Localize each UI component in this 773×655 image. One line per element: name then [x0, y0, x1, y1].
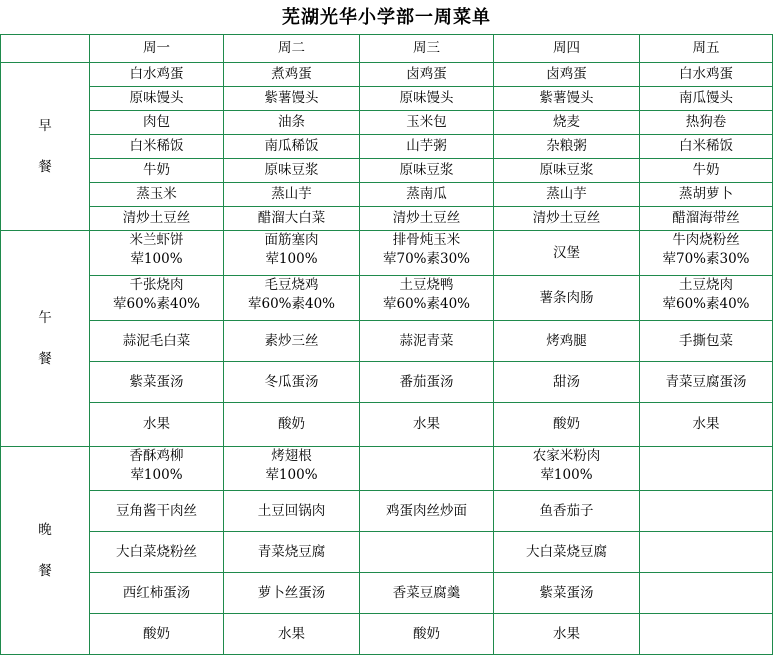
dish-cell [494, 111, 640, 135]
dish-cell [360, 532, 494, 573]
dish-cell [640, 321, 773, 362]
dish-cell [640, 532, 773, 573]
dish-cell [640, 63, 773, 87]
dish-cell [494, 159, 640, 183]
dish-name: 千张烧肉 [129, 277, 184, 293]
dish-row [1, 183, 773, 207]
dish-cell [224, 276, 360, 321]
dish-name: 原味豆浆 [264, 162, 319, 178]
dish-cell [90, 362, 224, 403]
dish-cell [494, 362, 640, 403]
dish-cell [224, 614, 360, 655]
day-header: 周一 [90, 35, 224, 63]
dish-name: 清炒土豆丝 [392, 210, 461, 226]
dish-cell [224, 159, 360, 183]
dish-name: 香菜豆腐羹 [392, 584, 461, 601]
dish-cell [360, 614, 494, 655]
day-header: 周五 [640, 35, 773, 63]
dish-cell [640, 447, 773, 491]
dish-cell [224, 491, 360, 532]
meat-veg-ratio: 荤70%素30% [662, 251, 750, 267]
dish-row [1, 321, 773, 362]
dish-cell [90, 321, 224, 362]
dish-name: 烧麦 [553, 114, 580, 130]
dish-cell [360, 403, 494, 447]
dish-cell [640, 87, 773, 111]
dish-name: 酸奶 [278, 416, 305, 432]
menu-table [0, 34, 773, 655]
corner-cell [1, 35, 90, 63]
meal-label-char: 餐 [38, 350, 52, 367]
dish-name: 蒜泥毛白菜 [122, 332, 191, 349]
dish-name: 薯条肉肠 [539, 289, 594, 306]
dish-cell [90, 614, 224, 655]
dish-name: 土豆烧肉 [679, 277, 733, 293]
dish-name: 酸奶 [143, 625, 170, 642]
dish-name: 水果 [143, 416, 170, 432]
dish-name: 甜汤 [553, 373, 580, 390]
meat-veg-ratio: 荤60%素40% [247, 296, 335, 312]
dish-name: 香酥鸡柳 [129, 448, 184, 464]
dish-cell [224, 135, 360, 159]
dish-cell [494, 403, 640, 447]
dish-row [1, 159, 773, 183]
dish-cell [360, 491, 494, 532]
dish-row [1, 573, 773, 614]
dish-cell [640, 207, 773, 231]
dish-cell [494, 447, 640, 491]
dish-name: 毛豆烧鸡 [264, 277, 319, 293]
dish-cell [360, 447, 494, 491]
dish-name: 原味馒头 [129, 90, 184, 106]
dish-name: 原味豆浆 [539, 162, 594, 178]
dish-name: 排骨炖玉米 [392, 232, 461, 248]
dish-name: 米兰虾饼 [129, 232, 184, 248]
dish-name: 卤鸡蛋 [546, 66, 587, 82]
dish-name: 白水鸡蛋 [679, 66, 733, 82]
dish-name: 青菜豆腐蛋汤 [665, 373, 747, 390]
meal-label-char: 餐 [38, 562, 52, 579]
dish-cell [90, 447, 224, 491]
meat-veg-ratio: 荤70%素30% [382, 251, 470, 267]
dish-name: 水果 [278, 625, 305, 642]
day-header: 周三 [360, 35, 494, 63]
dish-name: 蒸玉米 [136, 186, 177, 202]
dish-name: 原味馒头 [399, 90, 454, 106]
dish-name: 鱼香茄子 [539, 502, 594, 519]
dish-cell [224, 532, 360, 573]
dish-cell [640, 403, 773, 447]
dish-name: 玉米包 [406, 114, 447, 130]
dish-cell [224, 447, 360, 491]
dish-name: 汉堡 [553, 244, 580, 261]
dish-cell [640, 135, 773, 159]
dish-name: 肉包 [143, 114, 170, 130]
dish-row [1, 362, 773, 403]
meal-label [1, 63, 90, 231]
dish-name: 素炒三丝 [264, 332, 319, 349]
dish-name: 牛肉烧粉丝 [672, 232, 740, 248]
dish-row [1, 135, 773, 159]
dish-cell [90, 87, 224, 111]
dish-cell [360, 231, 494, 276]
dish-name: 烤翅根 [271, 448, 312, 464]
dish-cell [224, 231, 360, 276]
dish-cell [360, 321, 494, 362]
dish-name: 蒸胡萝卜 [679, 186, 733, 202]
dish-name: 土豆回锅肉 [257, 502, 326, 519]
dish-name: 杂粮粥 [546, 138, 587, 154]
dish-cell [360, 63, 494, 87]
dish-name: 蒸山芋 [271, 186, 312, 202]
meat-veg-ratio: 荤100% [540, 467, 593, 483]
dish-name: 白米稀饭 [129, 138, 184, 154]
dish-name: 卤鸡蛋 [406, 66, 447, 82]
dish-row [1, 63, 773, 87]
dish-name: 清炒土豆丝 [532, 210, 601, 226]
dish-cell [494, 614, 640, 655]
dish-name: 蒸南瓜 [406, 186, 447, 202]
dish-row [1, 111, 773, 135]
dish-name: 酸奶 [553, 416, 580, 432]
day-header: 周四 [494, 35, 640, 63]
dish-cell [640, 183, 773, 207]
meal-label-char: 晚 [38, 521, 52, 538]
dish-name: 番茄蛋汤 [399, 373, 454, 390]
dish-cell [224, 403, 360, 447]
meat-veg-ratio: 荤60%素40% [112, 296, 200, 312]
dish-cell [90, 159, 224, 183]
dish-cell [90, 135, 224, 159]
dish-cell [640, 111, 773, 135]
dish-name: 土豆烧鸭 [399, 277, 454, 293]
dish-name: 白米稀饭 [679, 138, 733, 154]
dish-name: 面筋塞肉 [264, 232, 319, 248]
dish-name: 冬瓜蛋汤 [264, 373, 319, 390]
dish-cell [224, 111, 360, 135]
dish-name: 热狗卷 [685, 114, 727, 130]
dish-name: 醋溜大白菜 [257, 210, 326, 226]
dish-name: 水果 [692, 416, 720, 432]
meal-label-char: 午 [38, 309, 52, 326]
dish-name: 烤鸡腿 [546, 332, 587, 349]
dish-cell [224, 63, 360, 87]
dish-name: 牛奶 [692, 162, 720, 178]
dish-cell [90, 63, 224, 87]
dish-name: 紫菜蛋汤 [539, 584, 594, 601]
dish-name: 煮鸡蛋 [271, 66, 312, 82]
dish-cell [640, 362, 773, 403]
dish-row [1, 491, 773, 532]
meat-veg-ratio: 荤100% [265, 467, 318, 483]
meal-label [1, 447, 90, 655]
dish-name: 蒜泥青菜 [399, 332, 454, 349]
dish-cell [360, 183, 494, 207]
dish-name: 油条 [278, 114, 305, 130]
dish-cell [224, 207, 360, 231]
dish-name: 南瓜稀饭 [264, 138, 319, 154]
dish-name: 农家米粉肉 [532, 448, 601, 464]
dish-cell [90, 491, 224, 532]
dish-name: 蒸山芋 [546, 186, 587, 202]
dish-cell [640, 491, 773, 532]
dish-name: 牛奶 [143, 162, 170, 178]
dish-cell [90, 573, 224, 614]
dish-cell [360, 573, 494, 614]
dish-name: 水果 [553, 625, 580, 642]
meat-veg-ratio: 荤100% [130, 467, 183, 483]
dish-cell [494, 321, 640, 362]
menu-title: 芜湖光华小学部一周菜单 [282, 7, 491, 28]
dish-cell [360, 207, 494, 231]
dish-row [1, 276, 773, 321]
meal-label [1, 231, 90, 447]
dish-cell [360, 276, 494, 321]
dish-cell [90, 231, 224, 276]
dish-cell [90, 183, 224, 207]
dish-name: 南瓜馒头 [679, 90, 733, 106]
dish-cell [494, 87, 640, 111]
dish-cell [640, 573, 773, 614]
dish-row [1, 207, 773, 231]
dish-cell [494, 135, 640, 159]
dish-row [1, 403, 773, 447]
dish-name: 豆角酱干肉丝 [116, 502, 197, 519]
dish-cell [224, 183, 360, 207]
dish-cell [224, 321, 360, 362]
dish-name: 大白菜烧粉丝 [116, 543, 197, 560]
dish-cell [90, 532, 224, 573]
dish-cell [224, 87, 360, 111]
dish-name: 醋溜海带丝 [672, 210, 740, 226]
meal-label-char: 餐 [38, 158, 52, 175]
dish-cell [494, 573, 640, 614]
dish-row [1, 447, 773, 491]
dish-row [1, 614, 773, 655]
dish-cell [224, 573, 360, 614]
dish-name: 山芋粥 [406, 138, 447, 154]
dish-cell [640, 231, 773, 276]
dish-cell [360, 362, 494, 403]
dish-cell [360, 159, 494, 183]
dish-name: 紫薯馒头 [539, 90, 594, 106]
dish-cell [640, 614, 773, 655]
dish-name: 紫菜蛋汤 [129, 373, 184, 390]
dish-name: 手撕包菜 [679, 332, 733, 349]
dish-cell [494, 207, 640, 231]
dish-cell [494, 231, 640, 276]
dish-name: 酸奶 [413, 625, 440, 642]
dish-name: 青菜烧豆腐 [257, 543, 326, 560]
dish-name: 水果 [413, 416, 440, 432]
dish-cell [494, 532, 640, 573]
dish-cell [640, 276, 773, 321]
day-header-row [1, 35, 773, 63]
dish-row [1, 87, 773, 111]
dish-name: 萝卜丝蛋汤 [257, 584, 326, 601]
meal-label-char: 早 [38, 117, 52, 134]
dish-name: 鸡蛋肉丝炒面 [386, 502, 467, 519]
meat-veg-ratio: 荤100% [130, 251, 183, 267]
dish-cell [494, 491, 640, 532]
meat-veg-ratio: 荤60%素40% [662, 296, 750, 312]
dish-cell [494, 276, 640, 321]
dish-name: 白水鸡蛋 [129, 66, 184, 82]
meat-veg-ratio: 荤60%素40% [382, 296, 470, 312]
dish-cell [494, 183, 640, 207]
dish-name: 大白菜烧豆腐 [526, 543, 607, 560]
day-header: 周二 [224, 35, 360, 63]
dish-name: 原味豆浆 [399, 162, 454, 178]
dish-cell [224, 362, 360, 403]
dish-cell [640, 159, 773, 183]
dish-cell [360, 135, 494, 159]
dish-cell [90, 403, 224, 447]
dish-name: 西红柿蛋汤 [122, 584, 191, 601]
dish-row [1, 231, 773, 276]
meat-veg-ratio: 荤100% [265, 251, 318, 267]
dish-cell [360, 111, 494, 135]
dish-row [1, 532, 773, 573]
dish-name: 紫薯馒头 [264, 90, 319, 106]
dish-cell [90, 111, 224, 135]
dish-cell [494, 63, 640, 87]
dish-cell [90, 207, 224, 231]
dish-cell [90, 276, 224, 321]
dish-cell [360, 87, 494, 111]
dish-name: 清炒土豆丝 [122, 210, 191, 226]
